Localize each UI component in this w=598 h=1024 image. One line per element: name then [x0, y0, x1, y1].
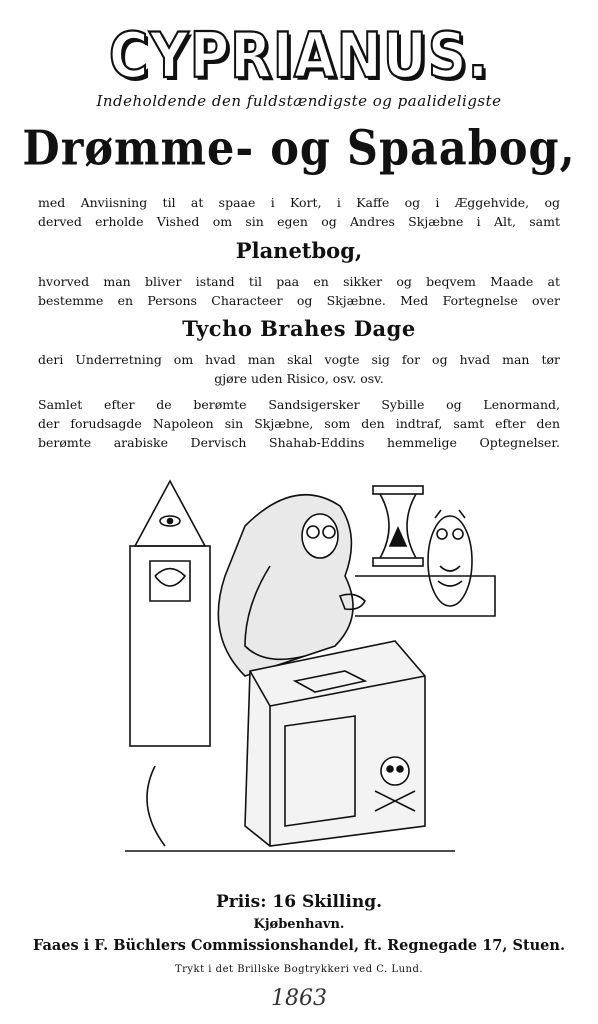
- book-title: CYPRIANUS.: [108, 19, 490, 92]
- text-line: bestemme en Persons Characteer og Skjæbne. Med Fortegnelse over: [38, 293, 560, 308]
- text-line: berømte arabiske Dervisch Shahab-Eddins hemmelige Optegnelser.: [38, 435, 560, 450]
- fortune-teller-illustration: [95, 466, 515, 876]
- dog-tail: [147, 766, 165, 846]
- text-line: Samlet efter de berømte Sandsigersker Sybille og Lenormand,: [38, 397, 560, 412]
- description-paragraph-3: [38, 350, 560, 388]
- text-line: med Anviisning til at spaae i Kort, i Kaffe og i Æggehvide, og: [38, 195, 560, 210]
- price: Priis: 16 Skilling.: [215, 892, 383, 912]
- handwritten-year: 1863: [271, 986, 327, 1011]
- table: [245, 641, 425, 846]
- chair-back: [130, 546, 210, 746]
- text-line: deri Underretning om hvad man skal vogte sig for og hvad man tør: [38, 352, 560, 367]
- description-paragraph-4: [38, 395, 560, 452]
- main-title: Drømme- og Spaabog,: [22, 121, 576, 177]
- heading-tycho-brahe: Tycho Brahes Dage: [182, 316, 416, 341]
- city: Kjøbenhavn.: [253, 917, 345, 932]
- publisher: Faaes i F. Büchlers Commissionshandel, ft. Regnegade 17, Stuen.: [33, 937, 565, 954]
- text-line: hvorved man bliver istand til paa en sikker og beqvem Maade at: [38, 274, 560, 289]
- owl-icon: [428, 510, 472, 606]
- text-line: gjøre uden Risico, osv. osv.: [214, 371, 384, 386]
- cat-head: [155, 569, 185, 587]
- hourglass-icon: [373, 486, 423, 566]
- text-line: derved erholde Vished om sin egen og Andres Skjæbne i Alt, samt: [38, 214, 560, 229]
- subtitle: Indeholdende den fuldstændigste og paalideligste: [96, 92, 502, 110]
- eye-gable: [135, 481, 205, 546]
- text-line: der forudsagde Napoleon sin Skjæbne, som den indtraf, samt efter den: [38, 416, 560, 431]
- printer: Trykt i det Brillske Bogtrykkeri ved C. Lund.: [174, 964, 424, 975]
- heading-planetbog: Planetbog,: [235, 238, 363, 263]
- description-paragraph-1: [38, 193, 560, 231]
- description-paragraph-2: [38, 272, 560, 310]
